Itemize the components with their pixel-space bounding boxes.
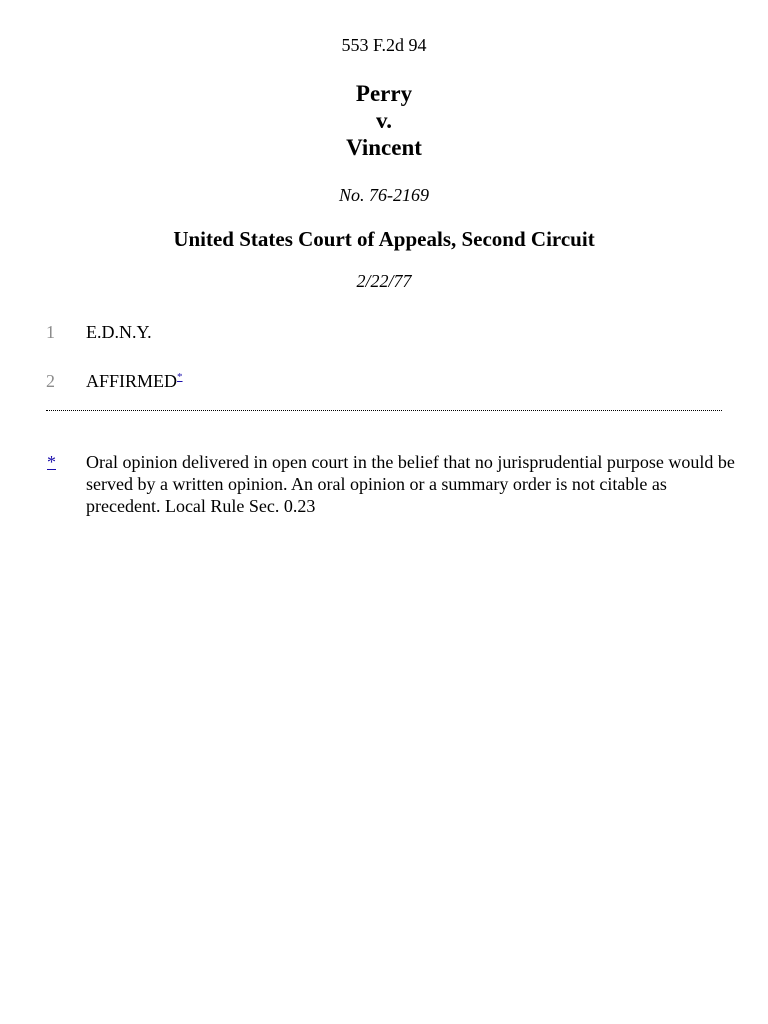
footnote-reference-link[interactable]: * bbox=[177, 371, 183, 383]
footnote-text: Oral opinion delivered in open court in the belief that no jurisprudential purpose would be served by a written opinion. An oral opinion or a summary order is not citable as precedent. Local Rule Sec. 0.23 bbox=[86, 452, 735, 516]
footnote-back-link[interactable]: * bbox=[47, 452, 56, 472]
paragraph-text-wrap bbox=[86, 370, 183, 392]
case-citation: 553 F.2d 94 bbox=[341, 35, 427, 55]
court-name: United States Court of Appeals, Second Circuit bbox=[173, 227, 595, 251]
paragraph-text: AFFIRMED bbox=[86, 371, 178, 391]
decision-date: 2/22/77 bbox=[356, 271, 412, 291]
paragraph-number: 2 bbox=[46, 371, 55, 391]
party-one: Perry bbox=[355, 81, 413, 106]
case-caption bbox=[0, 80, 768, 161]
footnote-divider bbox=[46, 410, 722, 411]
party-two: Vincent bbox=[346, 135, 422, 160]
docket-number: No. 76-2169 bbox=[339, 185, 429, 205]
versus-label: v. bbox=[376, 108, 392, 133]
paragraph-number: 1 bbox=[46, 322, 55, 342]
paragraph-text: E.D.N.Y. bbox=[86, 322, 152, 342]
